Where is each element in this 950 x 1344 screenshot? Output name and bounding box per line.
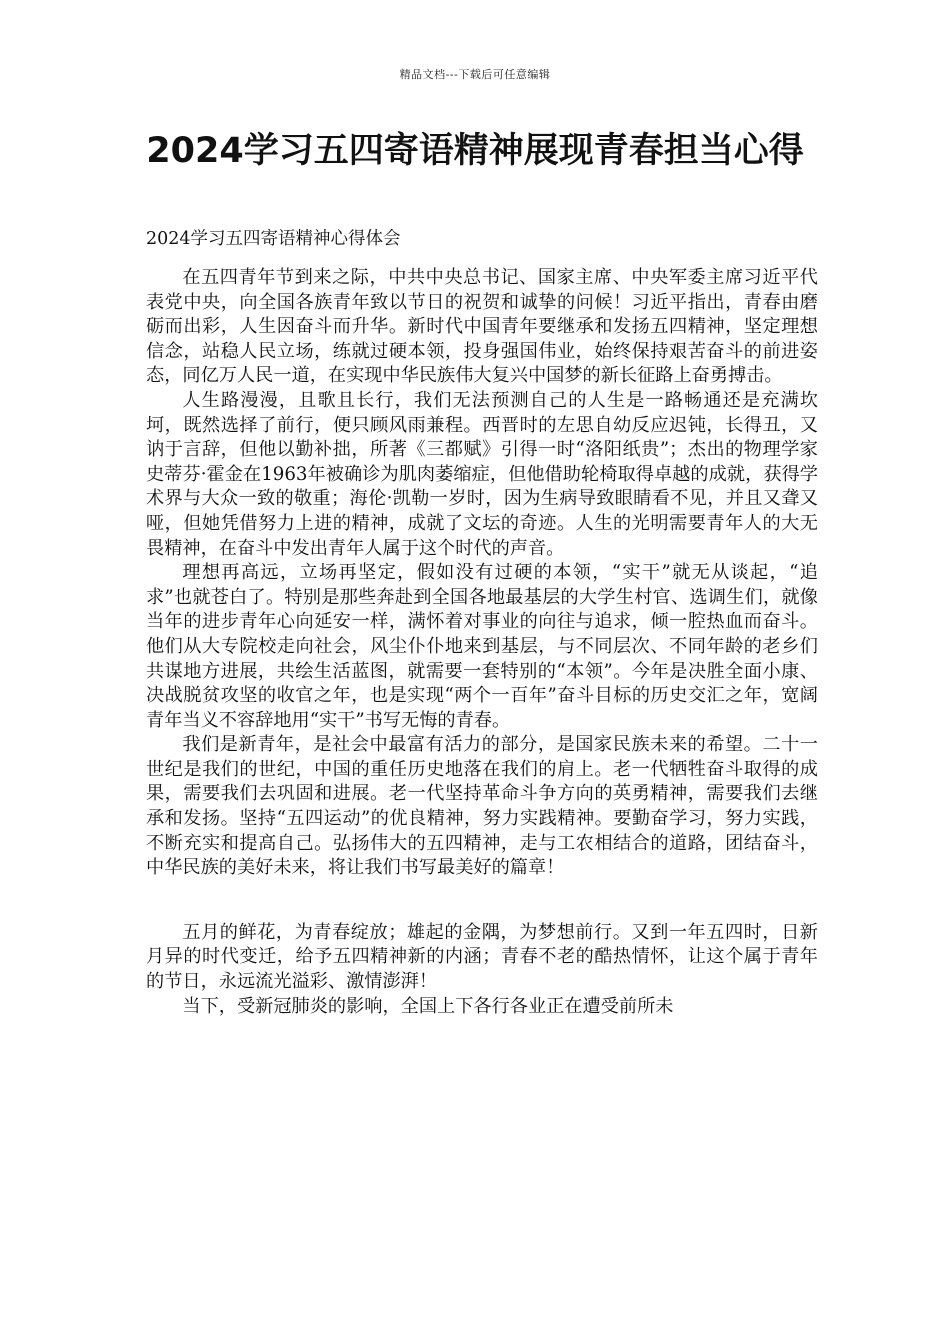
paragraph-gap: [146, 881, 818, 921]
body-paragraph: 人生路漫漫，且歌且长行，我们无法预测自己的人生是一路畅通还是充满坎坷，既然选择了前行，便只顾风雨兼程。西晋时的左思自幼反应迟钝，长得丑，又讷于言辞，但他以勤补拙，所著《三都赋》引得一时“洛阳纸贵”；杰出的物理学家史蒂芬·霍金在1963年被确诊为肌肉萎缩症，但他借助轮椅取得卓越的成就，获得学术界与大众一致的敬重；海伦·凯勒一岁时，因为生病导致眼睛看不见，并且又聋又哑，但她凭借努力上进的精神，成就了文坛的奇迹。人生的光明需要青年人的大无畏精神，在奋斗中发出青年人属于这个时代的声音。: [146, 389, 818, 559]
body-paragraph: 五月的鲜花，为青春绽放；雄起的金隅，为梦想前行。又到一年五四时，日新月异的时代变迁，给予五四精神新的内涵；青春不老的酷热情怀，让这个属于青年的节日，永远流光溢彩、激情澎湃！: [146, 921, 818, 993]
document-body: [146, 266, 818, 1019]
body-paragraph: 当下，受新冠肺炎的影响，全国上下各行各业正在遭受前所未: [182, 995, 674, 1017]
document-subtitle: 2024学习五四寄语精神心得体会: [146, 229, 401, 249]
header-note: 精品文档---下载后可任意编辑: [399, 68, 551, 81]
body-paragraph: 我们是新青年，是社会中最富有活力的部分，是国家民族未来的希望。二十一世纪是我们的世纪，中国的重任历史地落在我们的肩上。老一代牺牲奋斗取得的成果，需要我们去巩固和进展。老一代坚持革命斗争方向的英勇精神，需要我们去继承和发扬。坚持“五四运动”的优良精神，努力实践精神。要勤奋学习，努力实践，不断充实和提高自己。弘扬伟大的五四精神，走与工农相结合的道路，团结奋斗，中华民族的美好未来，将让我们书写最美好的篇章！: [146, 734, 818, 879]
document-title: 2024学习五四寄语精神展现青春担当心得: [146, 131, 804, 171]
body-paragraph: 理想再高远，立场再坚定，假如没有过硬的本领，“实干”就无从谈起，“追求”也就苍白了。特别是那些奔赴到全国各地最基层的大学生村官、选调生们，就像当年的进步青年心向延安一样，满怀着对事业的向往与追求，倾一腔热血而奋斗。他们从大专院校走向社会，风尘仆仆地来到基层，与不同层次、不同年龄的老乡们共谋地方进展，共绘生活蓝图，就需要一套特别的“本领”。今年是决胜全面小康、决战脱贫攻坚的收官之年，也是实现“两个一百年”奋斗目标的历史交汇之年，宽阔青年当义不容辞地用“实干”书写无悔的青春。: [146, 562, 818, 731]
body-paragraph: 在五四青年节到来之际，中共中央总书记、国家主席、中央军委主席习近平代表党中央，向全国各族青年致以节日的祝贺和诚挚的问候！习近平指出，青春由磨砺而出彩，人生因奋斗而升华。新时代中国青年要继承和发扬五四精神，坚定理想信念，站稳人民立场，练就过硬本领，投身强国伟业，始终保持艰苦奋斗的前进姿态，同亿万人民一道，在实现中华民族伟大复兴中国梦的新长征路上奋勇搏击。: [146, 267, 818, 387]
